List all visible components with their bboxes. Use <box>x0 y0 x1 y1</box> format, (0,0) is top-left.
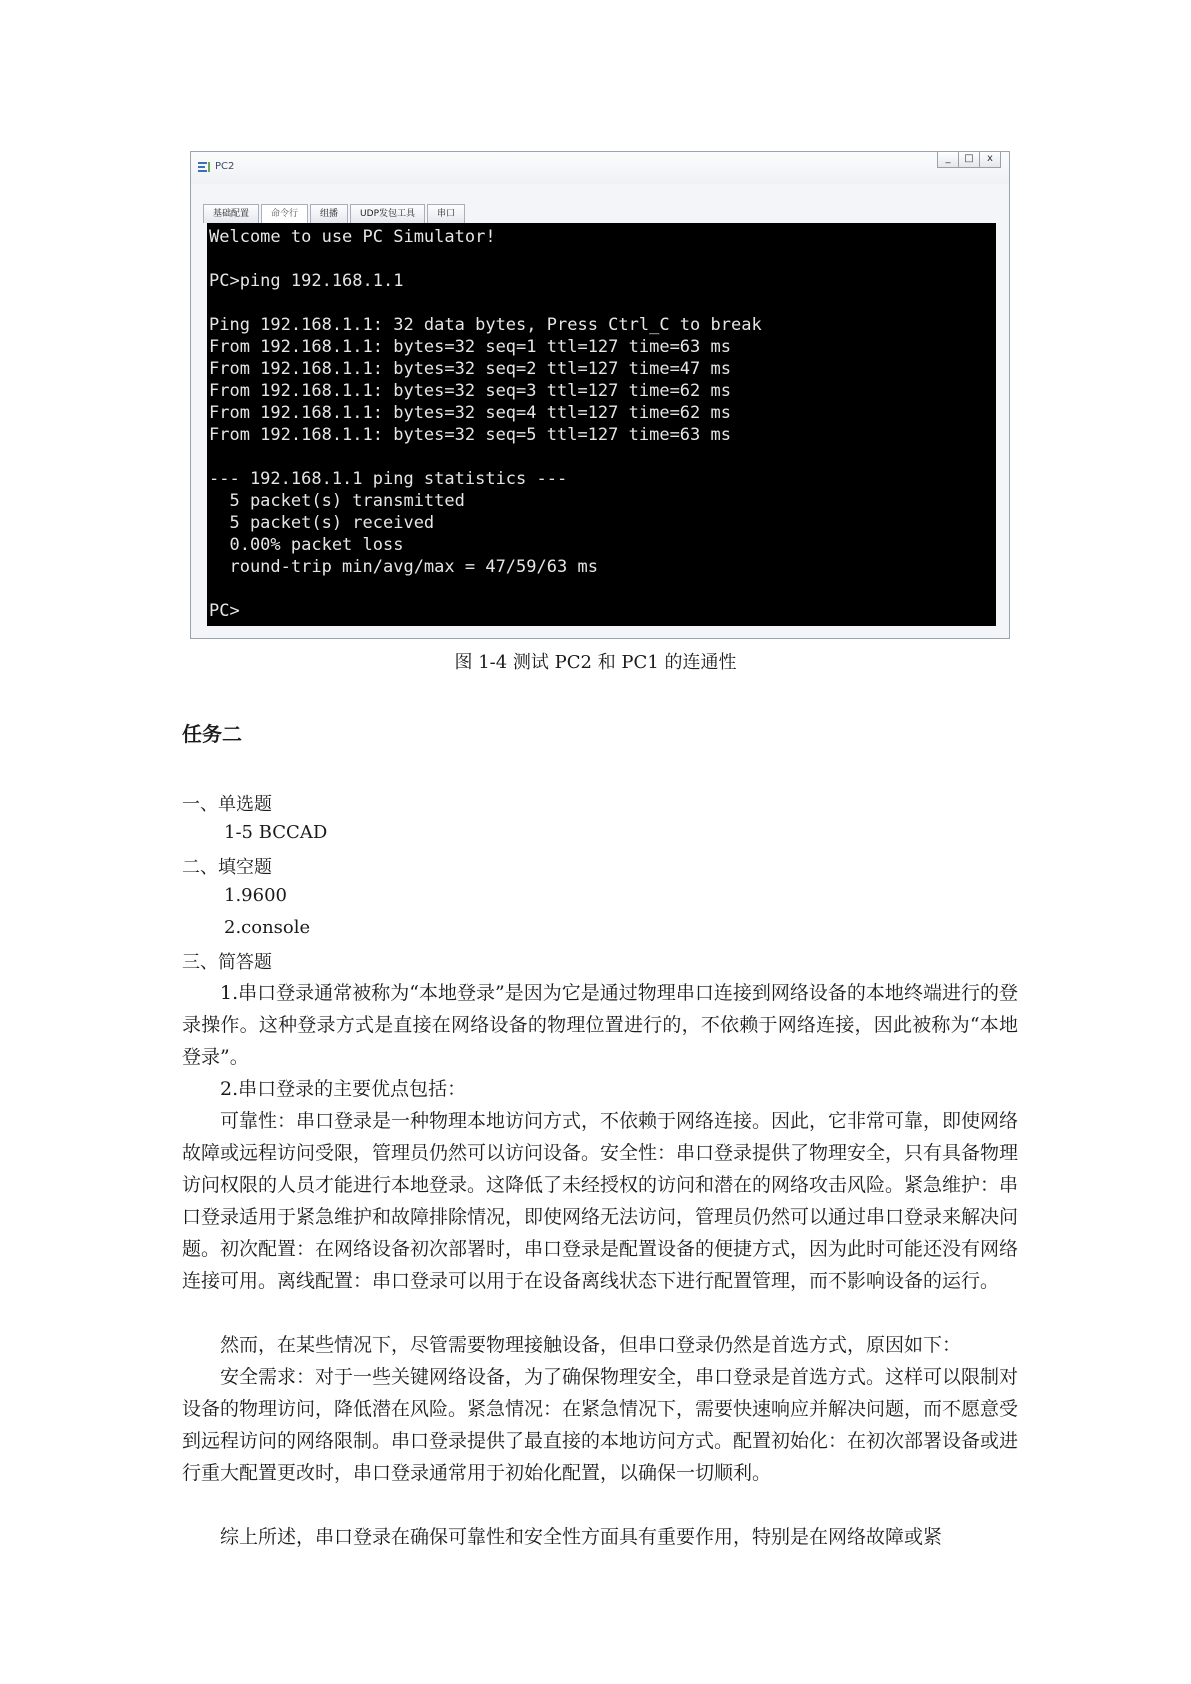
minimize-button[interactable]: _ <box>938 152 959 167</box>
window-controls <box>937 152 1001 168</box>
terminal-line: From 192.168.1.1: bytes=32 seq=5 ttl=127 time=63 ms <box>209 425 731 445</box>
fill-blank-answer-2: 2.console <box>224 917 311 938</box>
section-single-choice: 一、单选题 <box>182 794 272 815</box>
tab-bar <box>203 204 465 223</box>
task-heading: 任务二 <box>182 722 242 746</box>
terminal-line: From 192.168.1.1: bytes=32 seq=3 ttl=127 time=62 ms <box>209 381 731 401</box>
answer-paragraph-3: 可靠性：串口登录是一种物理本地访问方式，不依赖于网络连接。因此，它非常可靠，即使网络故障或远程访问受限，管理员仍然可以访问设备。安全性：串口登录提供了物理安全，只有具备物理访问权限的人员才能进行本地登录。这降低了未经授权的访问和潜在的网络攻击风险。紧急维护：串口登录适用于紧急维护和故障排除情况，即使网络无法访问，管理员仍然可以通过串口登录来解决问题。初次配置：在网络设备初次部署时，串口登录是配置设备的便捷方式，因为此时可能还没有网络连接可用。离线配置：串口登录可以用于在设备离线状态下进行配置管理，而不影响设备的运行。 <box>182 1110 1019 1292</box>
tab-basic-config[interactable]: 基础配置 <box>203 204 259 223</box>
window-title: PC2 <box>215 161 235 172</box>
figure-caption: 图 1-4 测试 PC2 和 PC1 的连通性 <box>454 652 737 673</box>
terminal-line: Welcome to use PC Simulator! <box>209 227 496 247</box>
terminal-line <box>209 292 994 314</box>
terminal-line: From 192.168.1.1: bytes=32 seq=4 ttl=127 time=62 ms <box>209 403 731 423</box>
terminal-line: round-trip min/avg/max = 47/59/63 ms <box>209 557 598 577</box>
terminal-line: Ping 192.168.1.1: 32 data bytes, Press Ctrl_C to break <box>209 315 762 335</box>
single-choice-answer: 1-5 BCCAD <box>224 822 328 843</box>
terminal-line: PC>ping 192.168.1.1 <box>209 271 404 291</box>
terminal-line <box>209 446 994 468</box>
answer-paragraph-1: 1.串口登录通常被称为“本地登录”是因为它是通过物理串口连接到网络设备的本地终端进行的登录操作。这种登录方式是直接在网络设备的物理位置进行的，不依赖于网络连接，因此被称为“本地登录”。 <box>182 982 1018 1068</box>
terminal-line: 5 packet(s) transmitted <box>209 491 465 511</box>
terminal-line <box>209 578 994 600</box>
terminal-line: 5 packet(s) received <box>209 513 435 533</box>
terminal-line: From 192.168.1.1: bytes=32 seq=1 ttl=127 time=63 ms <box>209 337 731 357</box>
terminal-line: --- 192.168.1.1 ping statistics --- <box>209 469 568 489</box>
section-short-answer: 三、简答题 <box>182 952 272 973</box>
fill-blank-answer-1: 1.9600 <box>224 885 287 906</box>
terminal-output[interactable] <box>207 223 996 626</box>
window-titlebar[interactable] <box>191 152 1009 184</box>
tab-command-line[interactable]: 命令行 <box>261 204 308 223</box>
tab-multicast[interactable]: 组播 <box>310 204 348 223</box>
answer-paragraph-6: 综上所述，串口登录在确保可靠性和安全性方面具有重要作用，特别是在网络故障或紧 <box>220 1526 943 1548</box>
answer-paragraph-2: 2.串口登录的主要优点包括： <box>220 1078 467 1100</box>
answer-paragraph-4: 然而，在某些情况下，尽管需要物理接触设备，但串口登录仍然是首选方式，原因如下： <box>220 1334 962 1356</box>
terminal-line <box>209 248 994 270</box>
terminal-line: From 192.168.1.1: bytes=32 seq=2 ttl=127 time=47 ms <box>209 359 731 379</box>
terminal-prompt: PC> <box>209 601 240 621</box>
pc-simulator-window <box>190 151 1010 639</box>
maximize-button[interactable]: □ <box>959 152 980 167</box>
answer-paragraph-5: 安全需求：对于一些关键网络设备，为了确保物理安全，串口登录是首选方式。这样可以限制对设备的物理访问，降低潜在风险。紧急情况：在紧急情况下，需要快速响应并解决问题，而不愿意受到远程访问的网络限制。串口登录提供了最直接的本地访问方式。配置初始化：在初次部署设备或进行重大配置更改时，串口登录通常用于初始化配置，以确保一切顺利。 <box>182 1366 1019 1484</box>
section-fill-blank: 二、填空题 <box>182 857 272 878</box>
terminal-line: 0.00% packet loss <box>209 535 404 555</box>
app-icon <box>197 160 211 174</box>
tab-serial-port[interactable]: 串口 <box>427 204 465 223</box>
close-button[interactable]: x <box>980 152 1000 167</box>
tab-udp-tool[interactable]: UDP发包工具 <box>350 204 425 223</box>
